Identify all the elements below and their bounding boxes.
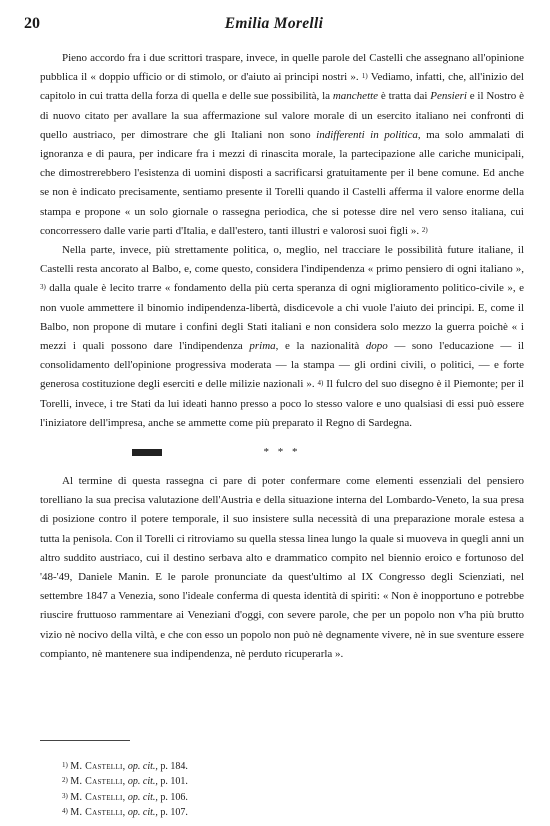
footnote-author: M. Castelli, bbox=[70, 761, 126, 772]
page-number: 20 bbox=[24, 15, 40, 32]
footnote-3 bbox=[62, 790, 188, 805]
footnote-ref-2: 2) bbox=[421, 225, 428, 234]
footnotes bbox=[62, 759, 188, 821]
italic-term-pensieri: Pensieri bbox=[430, 90, 467, 103]
footnote-ref-1: 1) bbox=[361, 72, 368, 81]
paragraph-2-text-a: Nella parte, invece, più strettamente politica, o, meglio, nel tracciare le possibilità future italiane, il Castelli resta ancorato al Balbo, e, come questo, considera l'indipendenza « primo pensiero di ogni italiano », bbox=[40, 244, 524, 276]
ink-smudge bbox=[132, 449, 162, 456]
footnote-ref-4: 4) bbox=[317, 379, 324, 388]
footnote-2 bbox=[62, 774, 188, 789]
main-text bbox=[40, 49, 524, 664]
footnote-1 bbox=[62, 759, 188, 774]
paragraph-2-text-d: — sono l'educazione — il consolidamento dell'opinione progressiva moderata — la stampa — gli ordini civili, o politici, — e forte generosa costituzione degli eserciti e delle milizie nazionali ». bbox=[40, 340, 524, 391]
footnote-page: p. 107. bbox=[160, 807, 188, 819]
paragraph-2-text-b: dalla quale è lecito trarre « fondamento della più certa speranza di ogni miglioramento politico-civile », e non vuole ammettere il binomio indipendenza-libertà, disdicevole a chi vuole l'aiuto dei principi. E, come il Balbo, non propone di mutare i confini degli Stati italiani e non considera solo mezzo la guerra poichè « i mezzi i quali possono dare l'indipendenza bbox=[40, 282, 524, 353]
footnote-page: p. 184. bbox=[160, 761, 188, 772]
footnote-page: p. 101. bbox=[160, 776, 188, 788]
footnote-rule bbox=[40, 740, 130, 741]
footnote-ref-text: op. cit., bbox=[127, 807, 158, 819]
paragraph-1-text-b: Vediamo, infatti, che, all'inizio del capitolo in cui tratta della forza di quella e delle sue possibilità, la bbox=[40, 71, 524, 103]
section-break bbox=[40, 443, 524, 462]
italic-term-prima: prima bbox=[249, 340, 276, 353]
footnote-marker: 1) bbox=[62, 761, 68, 769]
italic-term-indifferenti: indifferenti in politica bbox=[316, 128, 418, 141]
footnote-marker: 4) bbox=[62, 807, 68, 816]
footnote-marker: 2) bbox=[62, 776, 68, 785]
footnote-author: M. Castelli, bbox=[70, 807, 126, 819]
paragraph-2-text-e: Il fulcro del suo disegno è il Piemonte; per il Torelli, invece, i tre Stati da lui ideati hanno presso a poco lo stesso valore e uno qualsiasi di essi può essere l'iniziatore dell'impresa, anche se ammette come più preparato il Regno di Sardegna. bbox=[40, 378, 524, 429]
footnote-ref-text: op. cit., bbox=[127, 791, 158, 803]
running-header bbox=[24, 15, 524, 37]
italic-term-dopo: dopo bbox=[365, 340, 388, 353]
italic-term-manchette: manchette bbox=[332, 90, 379, 103]
running-title: Emilia Morelli bbox=[224, 15, 324, 32]
paragraph-3: Al termine di questa rassegna ci pare di poter confermare come elementi essenziali del pensiero torelliano la sua precisa valutazione dell'Austria e della situazione interna del Lombardo-Veneto, la sua presa di posizione contro il potere temporale, il suo insistere sulla necessità di una preparazione morale estesa a tutta la penisola. Con il Torelli ci ritroviamo su quella stessa linea lungo la quale si muoveva in quegli anni un altro suddito austriaco, cui il destino serbava alto e drammatico compito nel biennio eroico e fortunoso del '48-'49, Daniele Manin. E le parole pronunciate da quest'ultimo al IX Congresso degli Scienziati, nel settembre 1847 a Venezia, sono l'ideale conferma di questa identità di spiriti: « Non è inopportuno e potrebbe riuscire fruttuoso rammentare ai Veneziani d'oggi, con severe parole, che per un popolo non v'ha più brutto vizio nè nocivo della viltà, e che con esso un popolo non può nè degnamente vivere, nè in sue sventure essere compianto, nè mantenere sua indipendenza, nè perduto ricuperarla ». bbox=[40, 475, 524, 660]
footnote-ref-text: op. cit., bbox=[127, 776, 158, 788]
paragraph-1 bbox=[40, 49, 524, 241]
footnote-ref-text: op. cit., bbox=[127, 761, 158, 772]
section-break-asterisks: * * * bbox=[263, 446, 301, 459]
footnote-ref-3: 3) bbox=[40, 283, 46, 292]
footnote-page: p. 106. bbox=[160, 791, 188, 803]
paragraph-1-text-d: e il Nostro è di nuovo citato per avallare la sua affermazione sul valore morale di un esercito italiano nei confronti di quello austriaco, per dimostrare che gli Italiani non sono bbox=[40, 90, 525, 141]
footnote-4 bbox=[62, 805, 188, 820]
footnote-author: M. Castelli, bbox=[70, 791, 126, 803]
footnote-marker: 3) bbox=[62, 791, 68, 800]
paragraph-2 bbox=[40, 241, 524, 433]
paragraph-1-text-e: , ma solo ammalati di ignoranza e di paura, per indicare fra i mezzi di rinascita morale, la partecipazione alle cariche municipali, che dimostrerebbero l'esistenza di uomini disposti a sacrificarsi gratuitamente per il bene comune. Ed anche se non è indicato precisamente, sentiamo presente il Torelli quando il Castelli afferma il valore enorme della stampa e propone « un solo giornale o rassegna periodica, che si potesse dire nel vero senso italiana, cui concorressero dalle varie parti d'Italia, e dall'estero, tanti illustri e valorosi suoi figli ». bbox=[40, 128, 525, 237]
footnote-author: M. Castelli, bbox=[70, 776, 126, 788]
paragraph-1-text-a: Pieno accordo fra i due scrittori traspare, invece, in quelle parole del Castelli che assegnano all'opinione pubblica il « doppio ufficio or di stimolo, or d'aiuto ai principi nostri ». bbox=[40, 52, 524, 84]
paragraph-2-text-c: , e la nazionalità bbox=[275, 340, 366, 353]
paragraph-1-text-c: è tratta dai bbox=[378, 90, 431, 103]
